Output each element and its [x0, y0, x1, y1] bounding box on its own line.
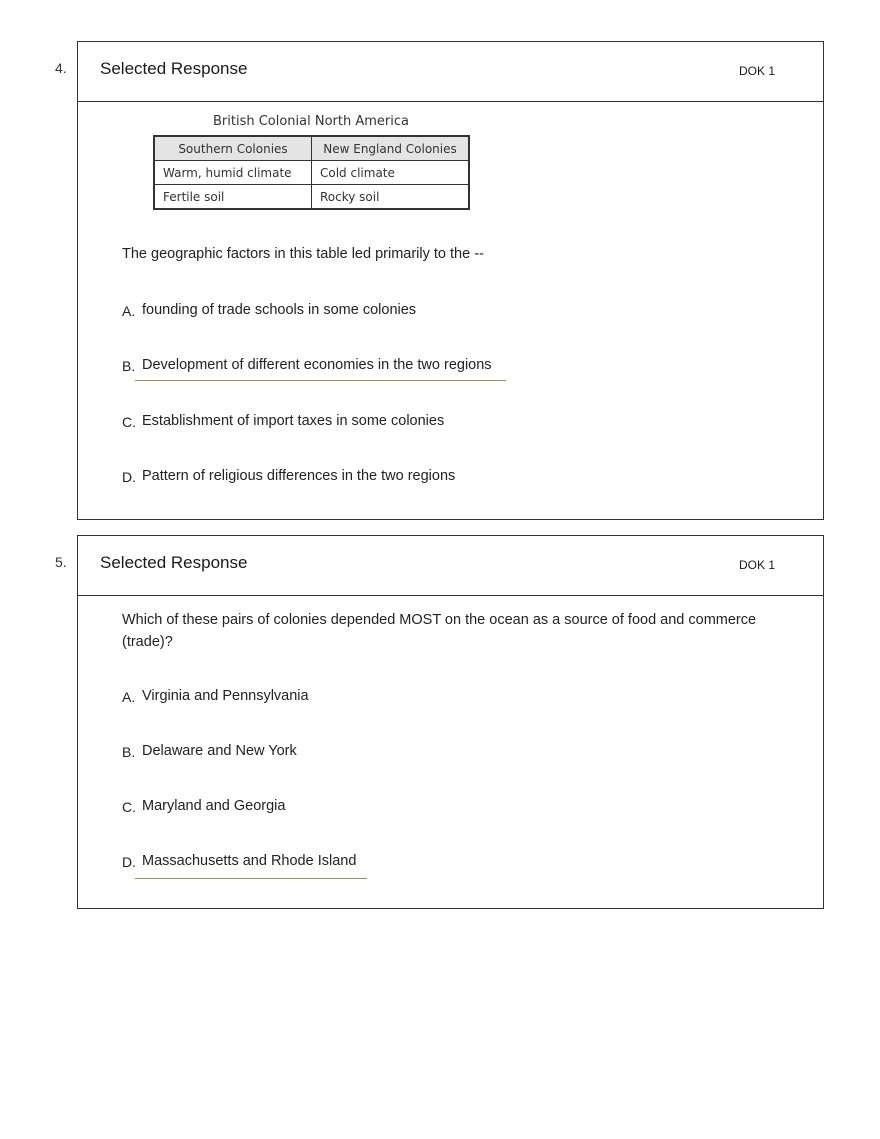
table-figure — [153, 114, 470, 210]
question-number: 4. — [55, 60, 67, 76]
answer-option-c[interactable] — [122, 412, 444, 429]
table-header-cell: New England Colonies — [312, 136, 470, 161]
question-type: Selected Response — [100, 59, 248, 78]
answer-option-a[interactable] — [122, 301, 416, 318]
question-card — [77, 535, 824, 909]
table-cell: Cold climate — [312, 161, 470, 185]
selected-answer-underline — [135, 878, 367, 879]
figure-title: British Colonial North America — [212, 114, 409, 129]
option-text: Pattern of religious differences in the two regions — [142, 468, 456, 484]
selected-answer-underline — [135, 380, 506, 381]
question-card — [77, 41, 824, 520]
option-text: Establishment of import taxes in some colonies — [142, 413, 445, 429]
question-stem: Which of these pairs of colonies depended MOST on the ocean as a source of food and commerce (trade)? — [122, 612, 757, 650]
option-letter: A. — [122, 303, 136, 319]
option-letter: B. — [122, 358, 136, 374]
option-text: Virginia and Pennsylvania — [142, 688, 309, 704]
table-header-cell: Southern Colonies — [154, 136, 312, 161]
option-text: Development of different economies in the two regions — [142, 357, 492, 373]
option-letter: B. — [122, 744, 136, 760]
option-letter: C. — [122, 799, 136, 815]
table-header-row — [154, 136, 469, 161]
answer-option-b[interactable] — [122, 356, 492, 373]
option-letter: D. — [122, 469, 136, 485]
table-row — [154, 185, 469, 210]
question-header — [78, 42, 823, 102]
table-cell: Warm, humid climate — [154, 161, 312, 185]
colonies-table — [153, 135, 470, 210]
question-header — [78, 536, 823, 596]
table-row — [154, 161, 469, 185]
option-letter: C. — [122, 414, 136, 430]
dok-badge: DOK 1 — [738, 64, 775, 78]
question-type: Selected Response — [100, 553, 248, 572]
answer-option-d[interactable] — [122, 852, 356, 869]
option-text: Massachusetts and Rhode Island — [142, 853, 357, 869]
question-stem: The geographic factors in this table led primarily to the -- — [122, 246, 484, 262]
option-letter: D. — [122, 854, 136, 870]
option-text: Delaware and New York — [142, 743, 297, 759]
option-text: Maryland and Georgia — [142, 798, 286, 814]
answer-option-b[interactable] — [122, 742, 297, 759]
table-cell: Rocky soil — [312, 185, 470, 210]
question-number: 5. — [55, 554, 67, 570]
dok-badge: DOK 1 — [738, 558, 775, 572]
option-text: founding of trade schools in some colonies — [142, 302, 417, 318]
option-letter: A. — [122, 689, 136, 705]
answer-option-d[interactable] — [122, 467, 455, 484]
answer-option-c[interactable] — [122, 797, 285, 814]
answer-option-a[interactable] — [122, 687, 309, 704]
table-cell: Fertile soil — [154, 185, 312, 210]
